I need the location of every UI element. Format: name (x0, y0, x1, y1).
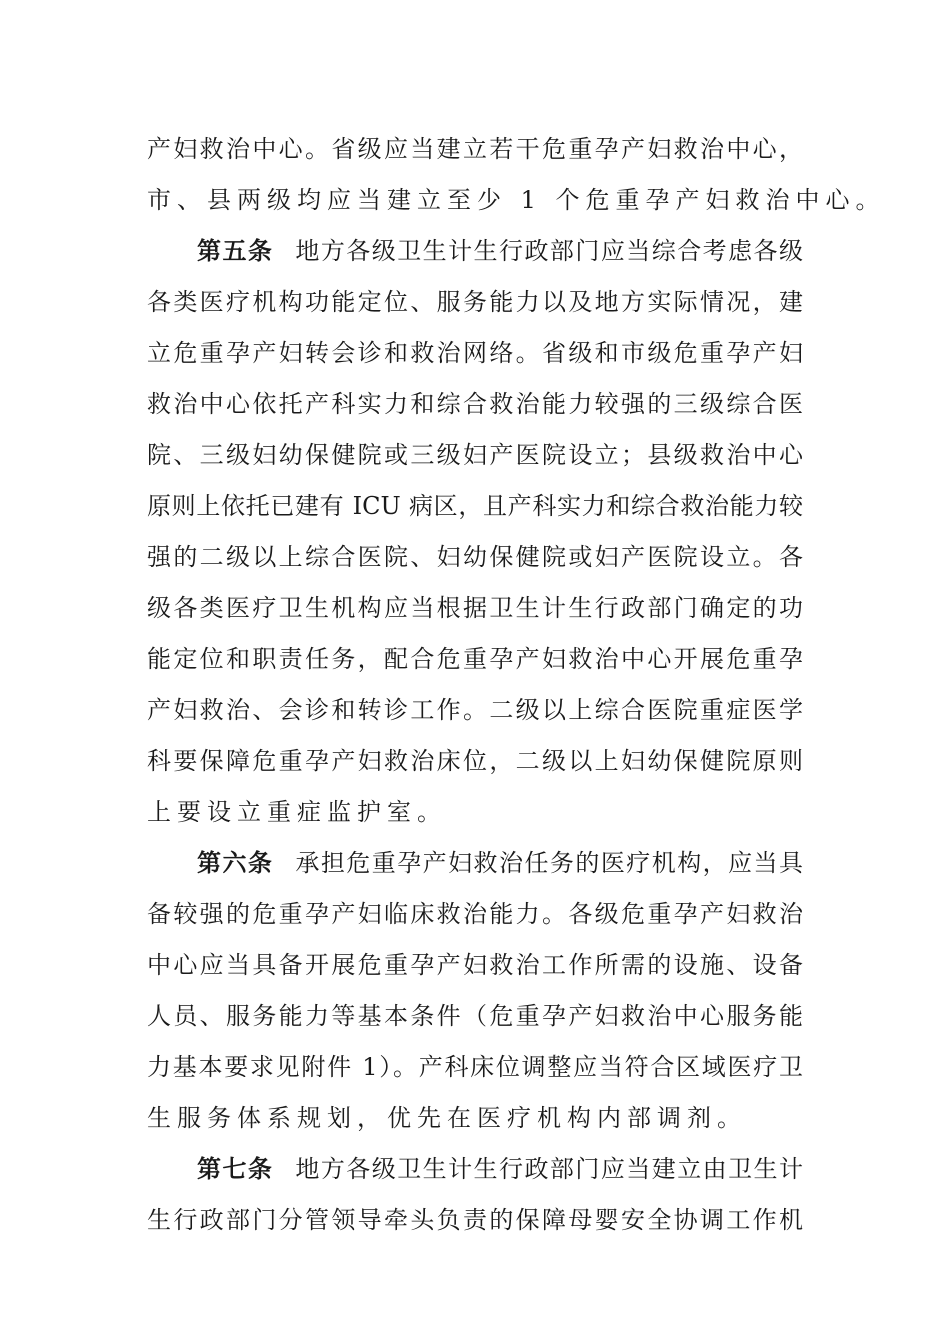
text-line: 生服务体系规划，优先在医疗机构内部调剂。 (147, 1104, 747, 1132)
text-line: 上要设立重症监护室。 (147, 798, 447, 826)
article-5-first-line (197, 231, 803, 271)
text-line: 院、三级妇幼保健院或三级妇产医院设立；县级救治中心 (147, 441, 803, 469)
text-line: 救治中心依托产科实力和综合救治能力较强的三级综合医 (147, 390, 803, 418)
text-line: 承担危重孕产妇救治任务的医疗机构，应当具 (295, 849, 804, 877)
text-line: 级各类医疗卫生机构应当根据卫生计生行政部门确定的功 (147, 594, 803, 622)
article-6-first-line (197, 843, 803, 883)
text-line: 人员、服务能力等基本条件（危重孕产妇救治中心服务能 (147, 1002, 803, 1030)
text-line: 市、县两级均应当建立至少 1 个危重孕产妇救治中心。 (147, 186, 886, 214)
article-5-title: 第五条 (197, 237, 274, 265)
text-line: 力基本要求见附件 1）。产科床位调整应当符合区域医疗卫 (147, 1053, 803, 1081)
text-line: 立危重孕产妇转会诊和救治网络。省级和市级危重孕产妇 (147, 339, 803, 367)
text-line: 地方各级卫生计生行政部门应当建立由卫生计 (295, 1155, 804, 1183)
article-6-title: 第六条 (197, 849, 274, 877)
text-line: 备较强的危重孕产妇临床救治能力。各级危重孕产妇救治 (147, 900, 803, 928)
text-line: 强的二级以上综合医院、妇幼保健院或妇产医院设立。各 (147, 543, 803, 571)
article-7-first-line (197, 1149, 803, 1189)
text-line: 中心应当具备开展危重孕产妇救治工作所需的设施、设备 (147, 951, 803, 979)
text-line: 原则上依托已建有 ICU 病区，且产科实力和综合救治能力较 (147, 492, 803, 520)
text-line: 科要保障危重孕产妇救治床位，二级以上妇幼保健院原则 (147, 747, 803, 775)
article-7-title: 第七条 (197, 1155, 274, 1183)
text-line: 地方各级卫生计生行政部门应当综合考虑各级 (295, 237, 804, 265)
text-line: 生行政部门分管领导牵头负责的保障母婴安全协调工作机 (147, 1206, 803, 1234)
text-line: 各类医疗机构功能定位、服务能力以及地方实际情况，建 (147, 288, 803, 316)
text-line: 产妇救治中心。省级应当建立若干危重孕产妇救治中心， (147, 135, 803, 163)
text-line: 能定位和职责任务，配合危重孕产妇救治中心开展危重孕 (147, 645, 803, 673)
text-line: 产妇救治、会诊和转诊工作。二级以上综合医院重症医学 (147, 696, 803, 724)
